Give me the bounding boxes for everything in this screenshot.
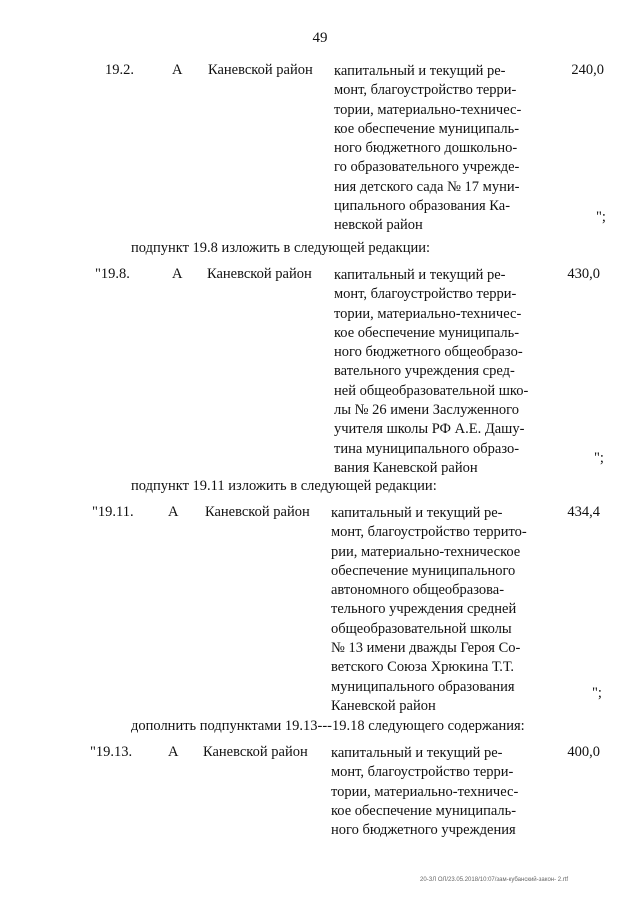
desc-line: обеспечение муниципального — [331, 562, 516, 579]
row-number: "19.8. — [95, 266, 130, 282]
row-amount: 240,0 — [571, 62, 604, 78]
desc-line: тории, материально-техничес- — [334, 101, 522, 118]
subpoint-heading: подпункт 19.8 изложить в следующей редакции: — [131, 240, 431, 256]
row-category: А — [168, 744, 179, 760]
desc-line: учителя школы РФ А.Е. Дашу- — [334, 421, 525, 438]
desc-line: вательного учреждения сред- — [334, 363, 515, 380]
file-footer: 20-ЗЛ ОЛ/23.05.2018/10:07/зам-кубанский-закон- 2.rtf — [420, 877, 569, 883]
desc-line: тина муниципального образо- — [334, 440, 520, 457]
row-description — [331, 744, 537, 840]
desc-line: монт, благоустройство терри- — [334, 82, 517, 99]
row-number: "19.11. — [92, 504, 134, 520]
desc-line: ного бюджетного учреждения — [331, 822, 516, 839]
row-number: 19.2. — [105, 62, 134, 78]
row-category: А — [172, 62, 183, 78]
row-amount: 430,0 — [567, 266, 600, 282]
desc-line: № 13 имени дважды Героя Со- — [331, 640, 521, 657]
row-amount: 434,4 — [567, 504, 600, 520]
desc-line: кое обеспечение муниципаль- — [331, 802, 517, 819]
desc-line: капитальный и текущий ре- — [334, 267, 506, 283]
desc-line: вания Каневской район — [334, 459, 478, 476]
desc-line: кое обеспечение муниципаль- — [334, 324, 520, 341]
desc-line: ципального образования Ка- — [334, 198, 511, 215]
desc-line: кое обеспечение муниципаль- — [334, 120, 520, 137]
desc-line: го образовательного учрежде- — [334, 159, 520, 176]
desc-line: общеобразовательной школы — [331, 620, 512, 637]
desc-line: ного бюджетного дошкольно- — [334, 140, 518, 157]
desc-line: муниципального образования — [331, 678, 515, 695]
desc-line: тории, материально-техничес- — [334, 305, 522, 322]
row-district: Каневской район — [205, 504, 310, 520]
desc-line: ветского Союза Хрюкина Т.Т. — [331, 659, 514, 676]
desc-line: капитальный и текущий ре- — [331, 505, 503, 521]
row-district: Каневской район — [203, 744, 308, 760]
desc-line: ного бюджетного общеобразо- — [334, 344, 523, 361]
row-description — [334, 266, 538, 478]
desc-line: монт, благоустройство террито- — [331, 524, 527, 541]
desc-line: капитальный и текущий ре- — [331, 745, 503, 761]
row-description — [331, 504, 539, 716]
desc-line: ней общеобразовательной шко- — [334, 382, 529, 399]
row-amount: 400,0 — [567, 744, 600, 760]
desc-line: автономного общеобразова- — [331, 582, 505, 599]
row-category: А — [168, 504, 179, 520]
row-end-mark: "; — [594, 450, 604, 466]
desc-line: невской район — [334, 217, 423, 234]
desc-line: капитальный и текущий ре- — [334, 63, 506, 79]
desc-line: рии, материально-техническое — [331, 543, 521, 560]
subpoint-heading: дополнить подпунктами 19.13---19.18 следующего содержания: — [131, 718, 525, 734]
desc-line: лы № 26 имени Заслуженного — [334, 402, 520, 419]
row-end-mark: "; — [596, 209, 606, 225]
desc-line: монт, благоустройство терри- — [334, 286, 517, 303]
row-district: Каневской район — [208, 62, 313, 78]
desc-line: ния детского сада № 17 муни- — [334, 178, 520, 195]
row-end-mark: "; — [592, 685, 602, 701]
row-description — [334, 62, 538, 236]
desc-line: Каневской район — [331, 697, 436, 714]
row-number: "19.13. — [90, 744, 133, 760]
row-district: Каневской район — [207, 266, 312, 282]
desc-line: тории, материально-техничес- — [331, 783, 519, 800]
page-number: 49 — [312, 30, 328, 46]
desc-line: тельного учреждения средней — [331, 601, 517, 618]
row-category: А — [172, 266, 183, 282]
subpoint-heading: подпункт 19.11 изложить в следующей редакции: — [131, 478, 437, 494]
desc-line: монт, благоустройство терри- — [331, 764, 514, 781]
